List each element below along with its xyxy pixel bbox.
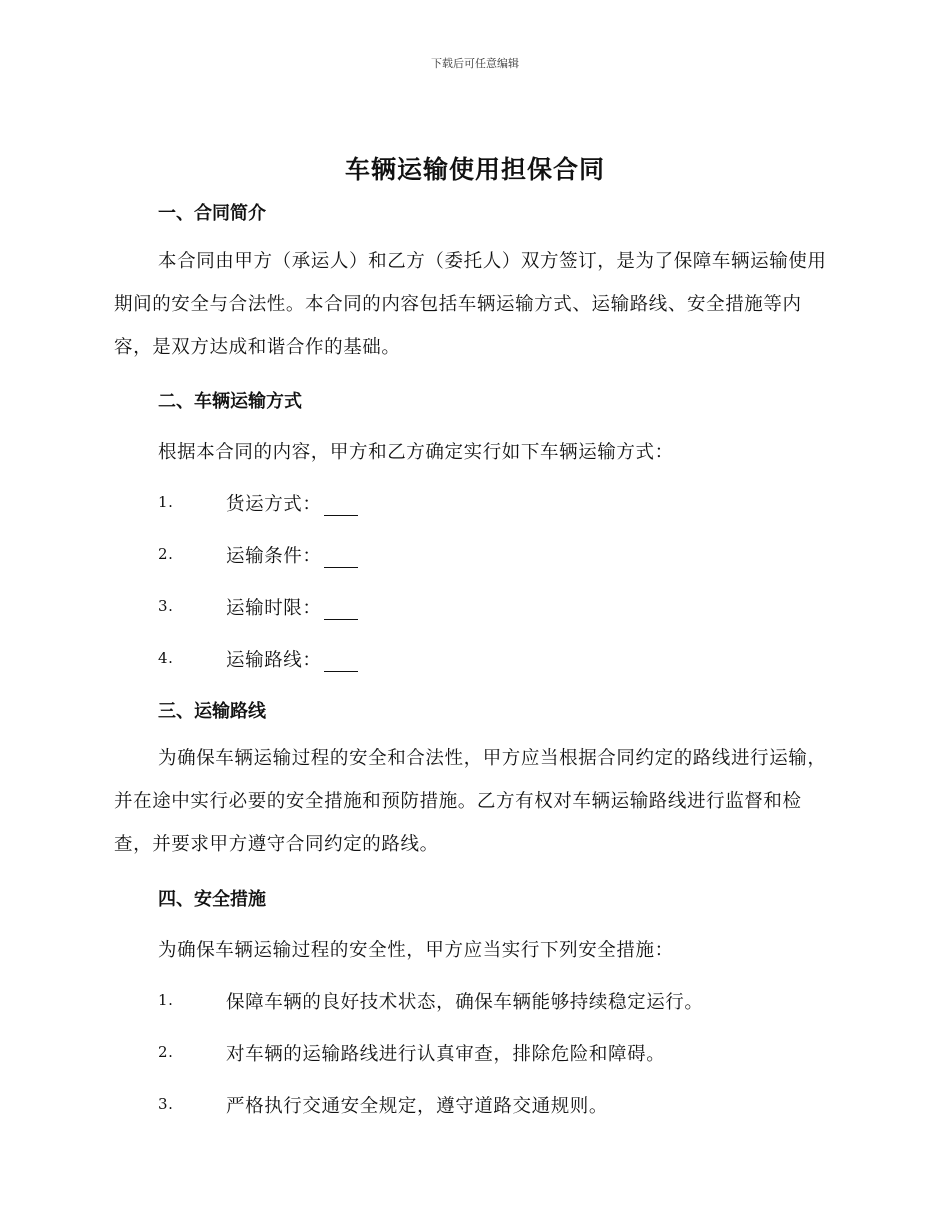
list-item-number: 2. <box>158 545 174 563</box>
list-item-number: 2. <box>158 1043 174 1061</box>
section-2-intro: 根据本合同的内容，甲方和乙方确定实行如下车辆运输方式： <box>158 442 674 463</box>
list-item-text: 严格执行交通安全规定，遵守道路交通规则。 <box>226 1096 609 1117</box>
list-item-text: 保障车辆的良好技术状态，确保车辆能够持续稳定运行。 <box>226 992 704 1013</box>
list-item-number: 4. <box>158 649 174 667</box>
section-2-heading: 二、车辆运输方式 <box>158 391 302 412</box>
list-item-number: 3. <box>158 597 174 615</box>
fill-in-blank <box>324 497 358 516</box>
list-item-label: 运输时限： <box>226 598 322 619</box>
fill-in-blank <box>324 653 358 672</box>
document-title: 车辆运输使用担保合同 <box>344 155 605 184</box>
list-item-number: 1. <box>158 991 174 1009</box>
list-item-number: 1. <box>158 493 174 511</box>
fill-in-blank <box>324 549 358 568</box>
header-note: 下载后可任意编辑 <box>431 57 519 70</box>
section-1-heading: 一、合同简介 <box>158 203 266 224</box>
list-item-label: 货运方式： <box>226 494 322 515</box>
list-item-label: 运输路线： <box>226 650 322 671</box>
list-item-label: 运输条件： <box>226 546 322 567</box>
fill-in-blank <box>324 601 358 620</box>
section-3-paragraph: 为确保车辆运输过程的安全和合法性，甲方应当根据合同约定的路线进行运输，并在途中实行必要的安全措施和预防措施。乙方有权对车辆运输路线进行监督和检查，并要求甲方遵守合同约定的路线。 <box>114 748 827 855</box>
section-4-heading: 四、安全措施 <box>158 889 266 910</box>
list-item-number: 3. <box>158 1095 174 1113</box>
section-1-paragraph: 本合同由甲方（承运人）和乙方（委托人）双方签订，是为了保障车辆运输使用期间的安全与合法性。本合同的内容包括车辆运输方式、运输路线、安全措施等内容，是双方达成和谐合作的基础。 <box>114 251 827 358</box>
list-item-text: 对车辆的运输路线进行认真审查，排除危险和障碍。 <box>226 1044 666 1065</box>
section-4-intro: 为确保车辆运输过程的安全性，甲方应当实行下列安全措施： <box>158 940 674 961</box>
section-3-heading: 三、运输路线 <box>158 701 266 722</box>
